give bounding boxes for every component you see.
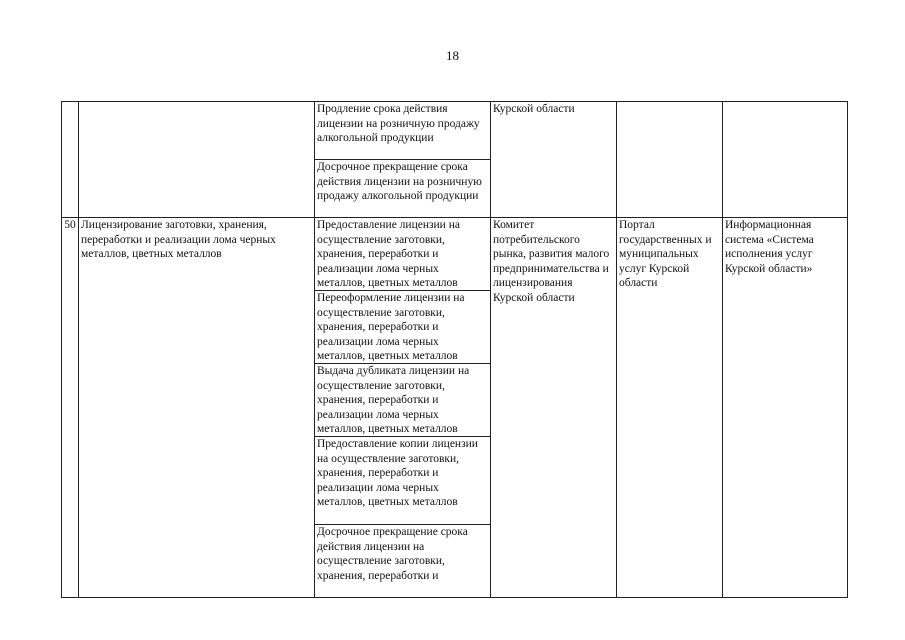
service-item: Выдача дубликата лицензии на осуществление заготовки, хранения, переработки и реализации лома черных металлов, цветных металлов (315, 364, 490, 437)
license-type: Лицензирование заготовки, хранения, переработки и реализации лома черных металлов, цветных металлов (79, 218, 315, 598)
portal (617, 102, 723, 218)
service-item: Предоставление лицензии на осуществление заготовки, хранения, переработки и реализации лома черных металлов, цветных металлов (315, 218, 490, 291)
services-cell (315, 218, 491, 598)
service-item: Продление срока действия лицензии на розничную продажу алкогольной продукции (315, 102, 490, 160)
authority: Курской области (491, 102, 617, 218)
row-number: 50 (62, 218, 79, 598)
portal: Портал государственных и муниципальных услуг Курской области (617, 218, 723, 598)
table-row (62, 218, 848, 598)
service-item: Досрочное прекращение срока действия лицензии на осуществление заготовки, хранения, переработки и (317, 526, 468, 582)
service-item: Переоформление лицензии на осуществление заготовки, хранения, переработки и реализации лома черных металлов, цветных металлов (315, 291, 490, 364)
service-item: Досрочное прекращение срока действия лицензии на розничную продажу алкогольной продукции (317, 161, 482, 203)
services-cell (315, 102, 491, 218)
authority: Комитет потребительского рынка, развития малого предпринимательства и лицензирования Курской области (491, 218, 617, 598)
service-item: Предоставление копии лицензии на осуществление заготовки, хранения, переработки и реализации лома черных металлов, цветных металлов (315, 437, 490, 525)
license-type (79, 102, 315, 218)
information-system: Информационная система «Система исполнения услуг Курской области» (723, 218, 848, 598)
page-number: 18 (446, 48, 459, 63)
table-row (62, 102, 848, 218)
services-table (61, 101, 848, 598)
row-number (62, 102, 79, 218)
information-system (723, 102, 848, 218)
